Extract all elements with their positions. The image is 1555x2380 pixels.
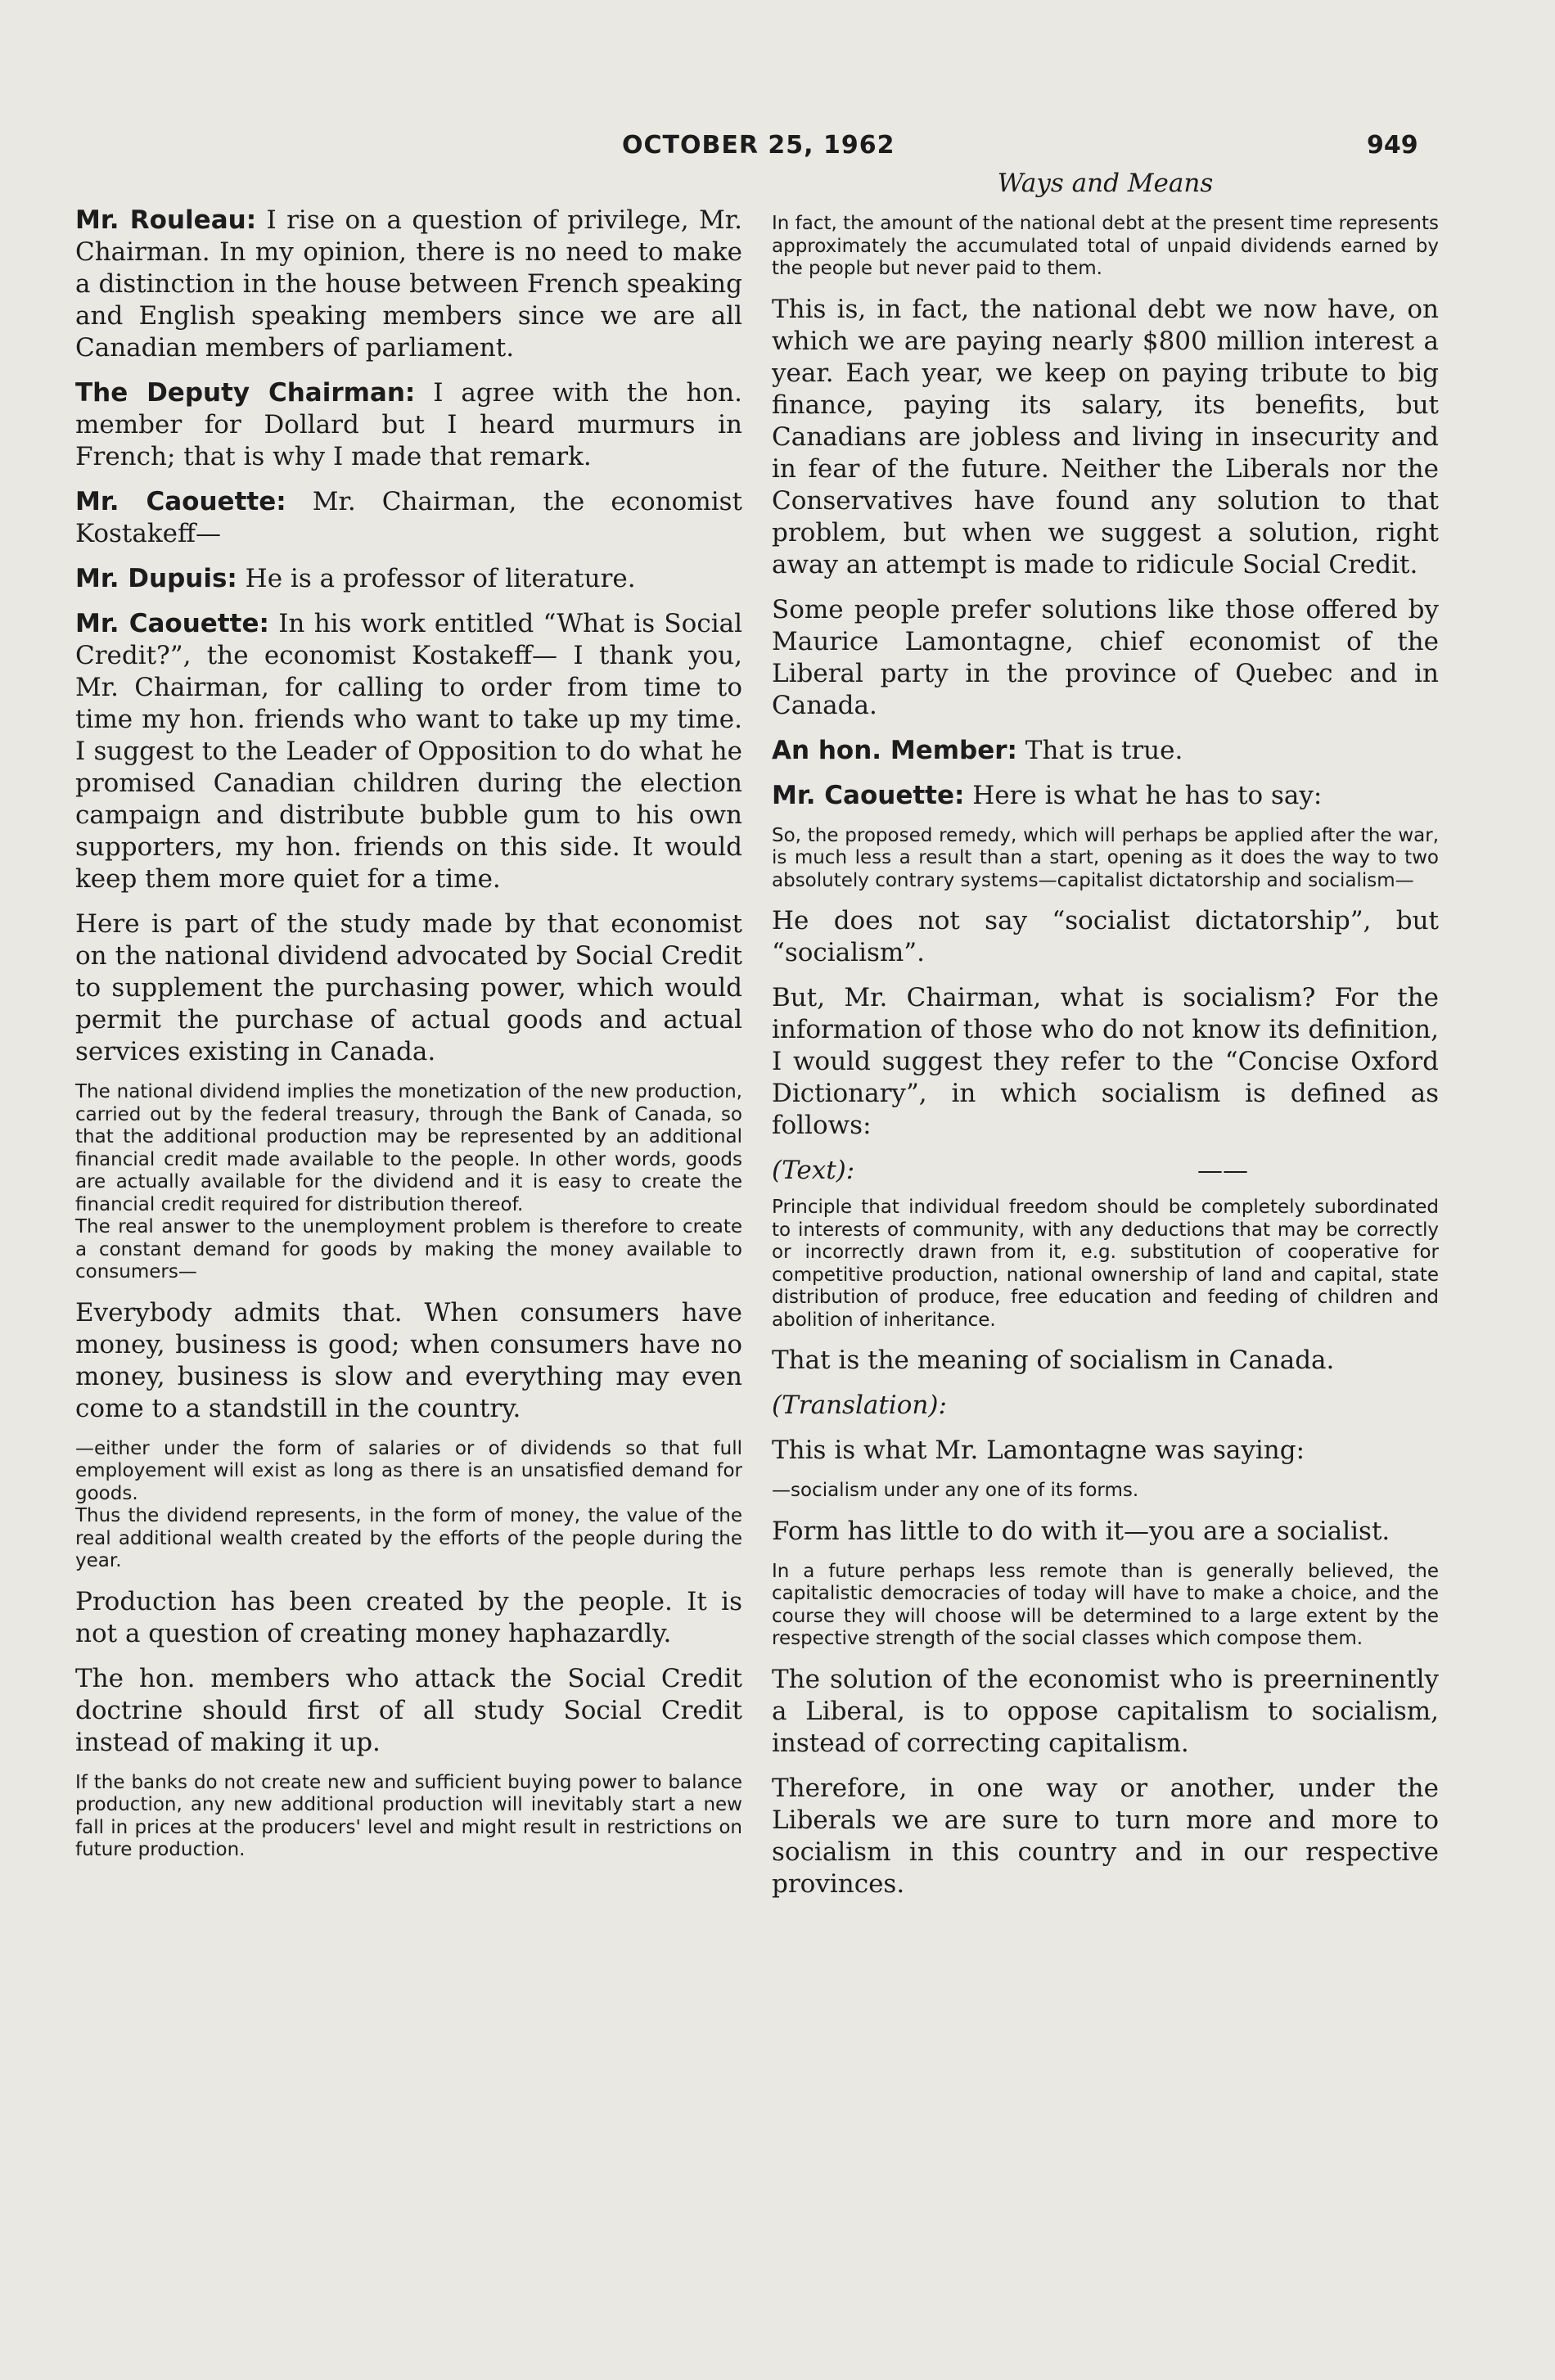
quotation: —either under the form of salaries or of dividends so that full employement will exist as long as there is an unsatisfied demand for goods. [75,1437,742,1504]
speech-text: Here is what he has to say: [964,780,1323,810]
speech-paragraph [772,735,1439,767]
body-paragraph: But, Mr. Chairman, what is socialism? For the information of those who do not know its definition, I would suggest they refer to the “Concise Oxford Dictionary”, in which socialism is defined as follows: [772,983,1439,1140]
quotation: If the banks do not create new and sufficient buying power to balance production, any new additional production will inevitably start a new fall in prices at the producers' level and might result in restrictions on future production. [75,1771,742,1860]
header-date: OCTOBER 25, 1962 [622,131,895,160]
speaker-name: Mr. Caouette: [75,487,286,516]
body-paragraph: He does not say “socialist dictatorship”, but “socialism”. [772,906,1439,967]
body-paragraph: The solution of the economist who is preerninently a Liberal, is to oppose capitalism to socialism, instead of correcting capitalism. [772,1664,1439,1758]
quotation: So, the proposed remedy, which will perhaps be applied after the war, is much less a result than a start, opening as it does the way to two absolutely contrary systems—capitalist dictatorship and socialism— [772,824,1439,891]
speaker-name: The Deputy Chairman: [75,378,416,408]
speaker-name: Mr. Dupuis: [75,564,237,593]
speech-text: I rise on a question of privilege, Mr. Chairman. In my opinion, there is no need to make a distinction in the house between French speaking and English speaking members since we are all Canadian members of parliament. [75,205,742,363]
speech-paragraph [75,377,742,473]
quotation: In fact, the amount of the national debt at the present time represents approximately the accumulated total of unpaid dividends earned by the people but never paid to them. [772,213,1440,279]
speech-text: I agree with the hon. member for Dollard but I heard murmurs in French; that is why I made that remark. [75,378,742,471]
body-paragraph: Form has little to do with it—you are a socialist. [772,1516,1390,1546]
quotation: —socialism under any one of its forms. [772,1480,1139,1501]
quotation: Principle that individual freedom should be completely subordinated to interests of community, with any deductions that may be correctly or incorrectly drawn from it, e.g. substitution of cooperative for competitive production, national ownership of land and capital, state distribution of produce, free education and feeding of children and abolition of inheritance. [772,1197,1439,1331]
speech-paragraph [772,780,1439,812]
speech-paragraph [75,563,742,595]
speech-paragraph [75,608,742,895]
page-header [0,131,1555,164]
quotation: The national dividend implies the monetization of the new production, carried out by the federal treasury, through the Bank of Canada, so that the additional production may be represented by an additional financial credit made available to the people. In other words, goods are actually available for the dividend and it is easy to create the financial credit required for distribution thereof. [75,1081,742,1215]
speaker-name: An hon. Member: [772,735,1017,765]
speaker-name: Mr. Rouleau: [75,205,257,235]
body-paragraph: Therefore, in one way or another, under the Liberals we are sure to turn more and more to socialism in this country and in our respective provinces. [772,1773,1439,1899]
quotation: Thus the dividend represents, in the form of money, the value of the real additional wealth created by the efforts of the people during the year. [75,1505,742,1571]
speech-text: That is true. [1016,735,1183,765]
body-paragraph: The hon. members who attack the Social Credit doctrine should first of all study Social Credit instead of making it up. [75,1663,742,1757]
translation-marker: (Translation): [772,1391,947,1420]
text-marker-line [772,1155,1439,1187]
speech-text: Mr. Chairman, the economist Kostakeff— [75,487,743,548]
quotation: In a future perhaps less remote than is generally believed, the capitalistic democracies of today will have to make a choice, and the course they will choose will be determined to a large extent by the respective strength of the social classes which compose them. [772,1560,1439,1649]
page-number: 949 [1367,131,1418,160]
quotation: The real answer to the unemployment problem is therefore to create a constant demand for goods by making the money available to consumers— [75,1216,742,1282]
speech-paragraph [75,486,742,550]
speaker-name: Mr. Caouette: [772,780,965,810]
speech-text: In his work entitled “What is Social Credit?”, the economist Kostakeff— I thank you, Mr. Chairman, for calling to order from time to time my hon. friends who want to take up my time. I suggest to the Leader of Opposition to do what he promised Canadian children during the election campaign and distribute bubble gum to his own supporters, my hon. friends on this side. It would keep them more quiet for a time. [75,609,743,894]
body-paragraph: Everybody admits that. When consumers have money, business is good; when consumers have no money, business is slow and everything may even come to a standstill in the country. [75,1297,742,1423]
body-paragraph: This is what Mr. Lamontagne was saying: [772,1436,1305,1465]
body-paragraph: Some people prefer solutions like those offered by Maurice Lamontagne, chief economist of the Liberal party in the province of Quebec and in Canada. [772,594,1439,720]
left-column [75,205,742,1875]
body-paragraph: Production has been created by the people. It is not a question of creating money haphazardly. [75,1586,742,1648]
speaker-name: Mr. Caouette: [75,609,269,638]
text-marker: (Text): [772,1156,855,1185]
text-dash: —— [1197,1156,1248,1185]
body-paragraph: Here is part of the study made by that economist on the national dividend advocated by Social Credit to supplement the purchasing power, which would permit the purchase of actual goods and actual services existing in Canada. [75,909,742,1066]
speech-text: He is a professor of literature. [237,564,636,593]
speech-paragraph [75,205,742,364]
body-paragraph: This is, in fact, the national debt we now have, on which we are paying nearly $800 million interest a year. Each year, we keep on paying tribute to big finance, paying its salary, its benefits, but Canadians are jobless and living in insecurity and in fear of the future. Neither the Liberals nor the Conservatives have found any solution to that problem, but when we suggest a solution, right away an attempt is made to ridicule Social Credit. [772,294,1439,579]
running-head: Ways and Means [997,169,1214,198]
right-column [772,169,1439,1913]
body-paragraph: That is the meaning of socialism in Canada. [772,1346,1335,1375]
